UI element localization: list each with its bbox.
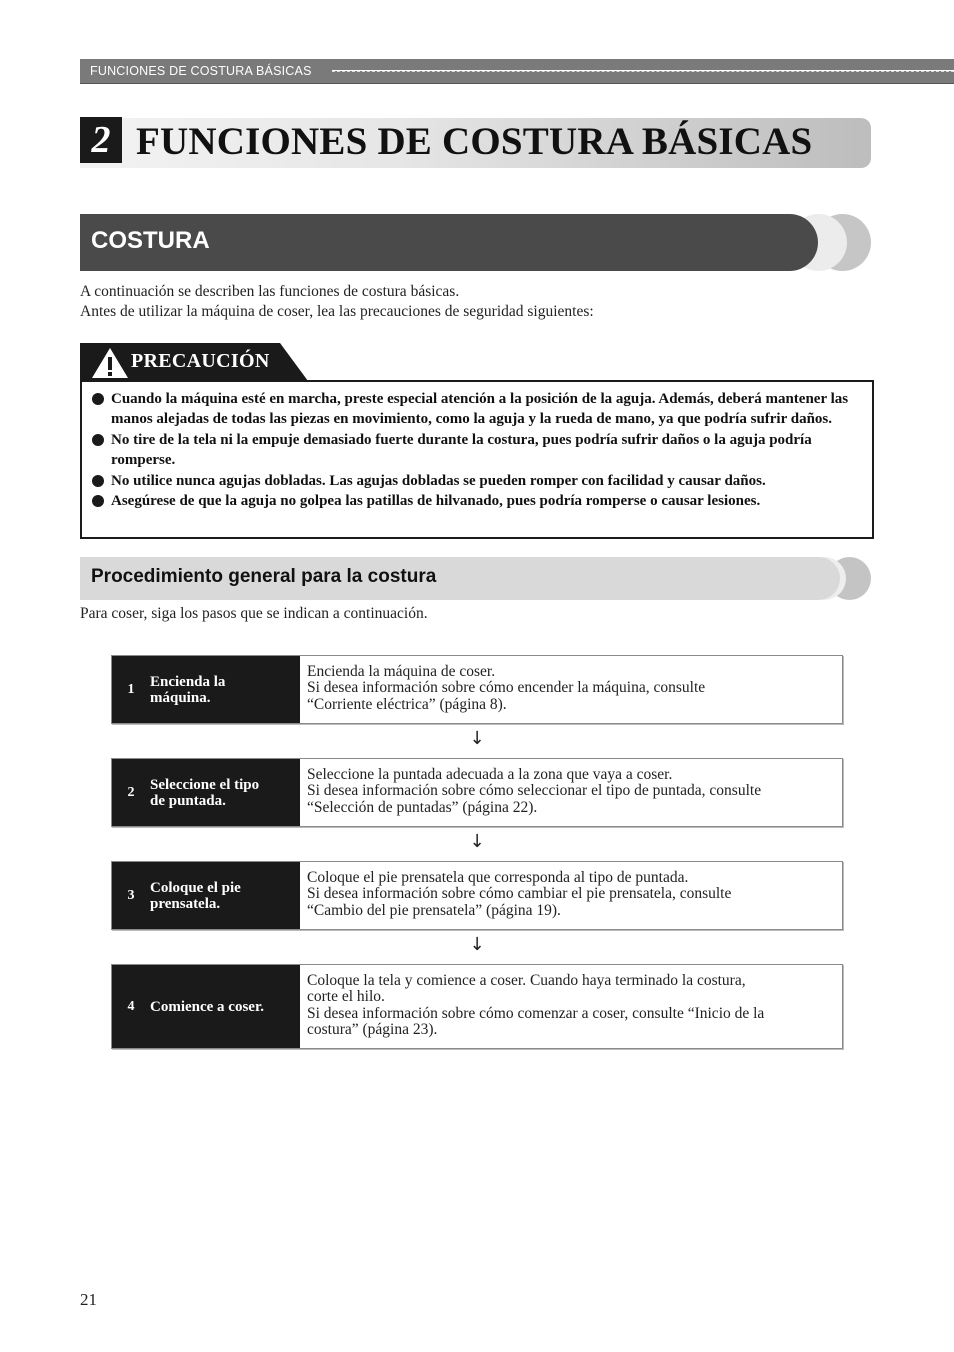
step-description-line: Si desea información sobre cómo encender la máquina, consulte xyxy=(307,679,706,697)
step-description-line: costura” (página 23). xyxy=(307,1021,438,1039)
running-header-rule xyxy=(332,70,954,72)
step-label-cell xyxy=(112,965,300,1048)
caution-item: Cuando la máquina esté en marcha, preste especial atención a la posición de la aguja. Además, deberá mantener las manos alejadas de todas las piezas en movimiento, como la aguja y la rueda de mano, ya que podría sufrir daños. xyxy=(92,389,862,430)
step-description-line: Encienda la máquina de coser. xyxy=(307,663,496,680)
caution-label: PRECAUCIÓN xyxy=(131,350,270,372)
step-description-line: Coloque el pie prensatela que corresponda al tipo de puntada. xyxy=(307,869,689,886)
warning-triangle-icon xyxy=(91,347,129,379)
step-number: 1 xyxy=(127,681,135,697)
step-number: 4 xyxy=(127,998,135,1014)
step-name: Coloque el pie prensatela. xyxy=(150,879,241,912)
caution-item: No tire de la tela ni la empuje demasiado fuerte durante la costura, pues podría sufrir daños o la aguja podría romperse. xyxy=(92,430,862,471)
step-number: 2 xyxy=(127,784,135,800)
step-number: 3 xyxy=(127,887,135,903)
down-arrow-icon: ↓ xyxy=(469,934,485,955)
down-arrow-icon: ↓ xyxy=(469,831,485,852)
running-header-text: FUNCIONES DE COSTURA BÁSICAS xyxy=(90,64,312,78)
section-title: COSTURA xyxy=(91,227,210,254)
step-description-line: “Corriente eléctrica” (página 8). xyxy=(307,695,507,713)
down-arrow-icon: ↓ xyxy=(469,728,485,749)
step-row xyxy=(111,758,843,827)
running-header xyxy=(80,59,954,84)
caution-item: No utilice nunca agujas dobladas. Las agujas dobladas se pueden romper con facilidad y causar daños. xyxy=(92,471,862,491)
step-description xyxy=(300,656,713,723)
intro-line-2: Antes de utilizar la máquina de coser, lea las precauciones de seguridad siguientes: xyxy=(80,303,594,320)
step-name: Encienda la máquina. xyxy=(150,673,226,706)
step-description-line: Si desea información sobre cómo comenzar a coser, consulte “Inicio de la xyxy=(307,1004,765,1022)
chapter-title: FUNCIONES DE COSTURA BÁSICAS xyxy=(136,120,813,163)
step-description-line: Si desea información sobre cómo seleccionar el tipo de puntada, consulte xyxy=(307,782,762,800)
step-row xyxy=(111,655,843,724)
step-description xyxy=(300,862,739,929)
caution-list xyxy=(92,389,862,511)
chapter-number: 2 xyxy=(80,117,122,163)
intro-line-1: A continuación se describen las funciones de costura básicas. xyxy=(80,283,460,300)
step-description-line: corte el hilo. xyxy=(307,988,385,1006)
step-description xyxy=(300,759,769,826)
step-row xyxy=(111,861,843,930)
page-number: 21 xyxy=(80,1290,97,1309)
caution-item: Asegúrese de que la aguja no golpea las patillas de hilvanado, pues podría romperse o causar lesiones. xyxy=(92,491,862,511)
step-description-line: “Selección de puntadas” (página 22). xyxy=(307,798,538,816)
step-row xyxy=(111,964,843,1049)
step-description-line: Coloque la tela y comience a coser. Cuando haya terminado la costura, xyxy=(307,972,746,989)
step-name: Seleccione el tipo de puntada. xyxy=(150,776,260,809)
step-label-cell xyxy=(112,759,300,826)
subsection-intro: Para coser, siga los pasos que se indican a continuación. xyxy=(80,605,428,622)
step-description xyxy=(300,965,772,1048)
step-label-cell xyxy=(112,656,300,723)
step-name: Comience a coser. xyxy=(150,998,264,1015)
step-description-line: “Cambio del pie prensatela” (página 19). xyxy=(307,901,561,919)
step-description-line: Si desea información sobre cómo cambiar el pie prensatela, consulte xyxy=(307,885,732,903)
subsection-title: Procedimiento general para la costura xyxy=(91,566,437,587)
step-label-cell xyxy=(112,862,300,929)
step-description-line: Seleccione la puntada adecuada a la zona que vaya a coser. xyxy=(307,766,673,783)
